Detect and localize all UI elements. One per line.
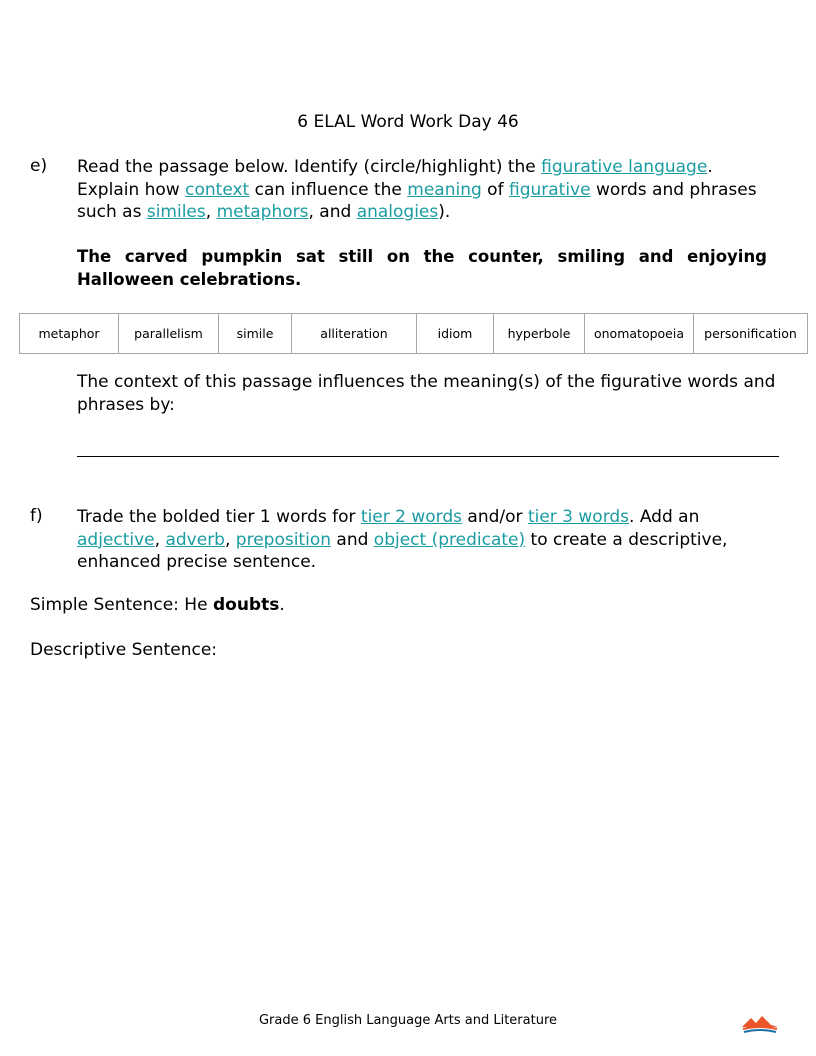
- mountain-logo-icon: [741, 1013, 779, 1035]
- term-cell[interactable]: hyperbole: [494, 314, 585, 354]
- section-e-label: e): [30, 156, 48, 176]
- instruction-text: . Add an: [629, 507, 700, 527]
- instruction-text: Trade the bolded tier 1 words for: [77, 507, 361, 527]
- context-prompt: The context of this passage influences the meaning(s) of the figurative words and phrases by:: [77, 372, 776, 415]
- term-cell[interactable]: onomatopoeia: [585, 314, 694, 354]
- term-link[interactable]: analogies: [356, 202, 439, 222]
- instruction-text: words and phrases such as: [77, 179, 757, 222]
- term-link[interactable]: tier 3 words: [527, 507, 630, 527]
- instruction-text: and: [331, 529, 374, 550]
- instruction-text: . Explain how: [77, 157, 713, 200]
- instruction-text: and/or: [462, 507, 528, 527]
- term-link[interactable]: similes: [146, 202, 206, 222]
- instruction-text: of: [481, 179, 509, 200]
- answer-line[interactable]: [77, 456, 779, 457]
- term-cell[interactable]: parallelism: [119, 314, 219, 354]
- term-link[interactable]: preposition: [235, 529, 331, 550]
- term-cell[interactable]: personification: [694, 314, 808, 354]
- instruction-text: , and: [308, 202, 357, 222]
- term-link[interactable]: figurative language: [541, 157, 708, 177]
- passage-text: The carved pumpkin sat still on the counter, smiling and enjoying Halloween celebrations.: [77, 247, 767, 289]
- simple-sentence-label: Simple Sentence: He: [30, 595, 213, 615]
- section-f-label: f): [30, 506, 43, 526]
- simple-sentence-end: .: [279, 595, 285, 615]
- term-link[interactable]: metaphors: [216, 202, 309, 222]
- term-cell[interactable]: metaphor: [20, 314, 119, 354]
- figurative-terms-table: [19, 313, 808, 354]
- instruction-text: ).: [438, 202, 451, 222]
- instruction-text: ,: [224, 529, 236, 550]
- term-cell[interactable]: simile: [219, 314, 292, 354]
- term-link[interactable]: context: [185, 179, 250, 200]
- instruction-text: can influence the: [249, 179, 408, 200]
- instruction-text: ,: [154, 529, 166, 550]
- term-link[interactable]: meaning: [407, 179, 482, 200]
- page-title: 6 ELAL Word Work Day 46: [297, 112, 519, 132]
- page-footer: Grade 6 English Language Arts and Literature: [258, 1013, 558, 1028]
- simple-sentence: [30, 595, 285, 615]
- term-link[interactable]: adverb: [165, 529, 225, 550]
- term-link[interactable]: tier 2 words: [360, 507, 463, 527]
- instruction-text: to create a descriptive, enhanced precise sentence.: [77, 529, 728, 572]
- section-e-instructions: [77, 156, 777, 224]
- term-link[interactable]: object (predicate): [373, 529, 526, 550]
- descriptive-sentence-label: Descriptive Sentence:: [30, 640, 218, 660]
- section-f-instructions: [77, 506, 777, 574]
- term-link[interactable]: figurative: [508, 179, 591, 200]
- term-cell[interactable]: idiom: [417, 314, 494, 354]
- term-cell[interactable]: alliteration: [292, 314, 417, 354]
- instruction-text: ,: [205, 202, 217, 222]
- term-link[interactable]: adjective: [77, 529, 155, 550]
- instruction-text: Read the passage below. Identify (circle/highlight) the: [77, 157, 542, 177]
- bolded-word: doubts: [212, 595, 280, 615]
